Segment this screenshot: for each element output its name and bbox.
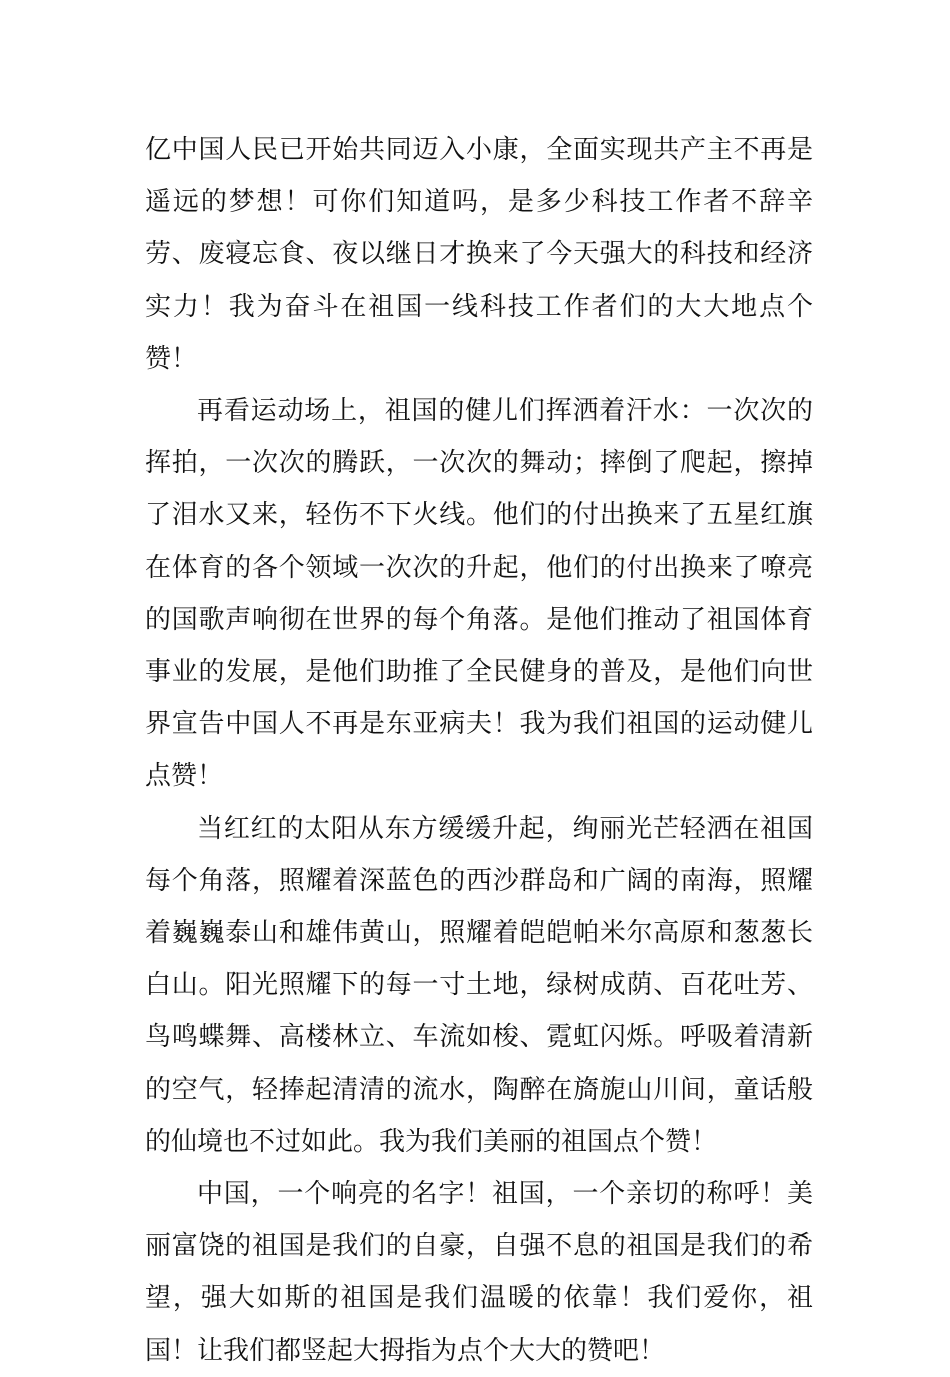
paragraph-2: 再看运动场上，祖国的健儿们挥洒着汗水：一次次的挥拍，一次次的腾跃，一次次的舞动；摔倒了爬起，擦掉了泪水又来，轻伤不下火线。他们的付出换来了五星红旗在体育的各个领域一次次的升起，他们的付出换来了嘹亮的国歌声响彻在世界的每个角落。是他们推动了祖国体育事业的发展，是他们助推了全民健身的普及，是他们向世界宣告中国人不再是东亚病夫！我为我们祖国的运动健儿点赞！ — [145, 396, 813, 792]
document-body — [145, 124, 813, 1377]
paragraph-4: 中国，一个响亮的名字！祖国，一个亲切的称呼！美丽富饶的祖国是我们的自豪，自强不息的祖国是我们的希望，强大如斯的祖国是我们温暖的依靠！我们爱你，祖国！让我们都竖起大拇指为点个大大的赞吧！ — [145, 1179, 813, 1366]
paragraph-3: 当红红的太阳从东方缓缓升起，绚丽光芒轻洒在祖国每个角落，照耀着深蓝色的西沙群岛和广阔的南海，照耀着巍巍泰山和雄伟黄山，照耀着皑皑帕米尔高原和葱葱长白山。阳光照耀下的每一寸土地，绿树成荫、百花吐芳、鸟鸣蝶舞、高楼林立、车流如梭、霓虹闪烁。呼吸着清新的空气，轻捧起清清的流水，陶醉在旖旎山川间，童话般的仙境也不过如此。我为我们美丽的祖国点个赞！ — [145, 813, 813, 1157]
paragraph-1: 亿中国人民已开始共同迈入小康，全面实现共产主不再是遥远的梦想！可你们知道吗，是多少科技工作者不辞辛劳、废寝忘食、夜以继日才换来了今天强大的科技和经济实力！我为奋斗在祖国一线科技工作者们的大大地点个赞！ — [145, 135, 813, 374]
